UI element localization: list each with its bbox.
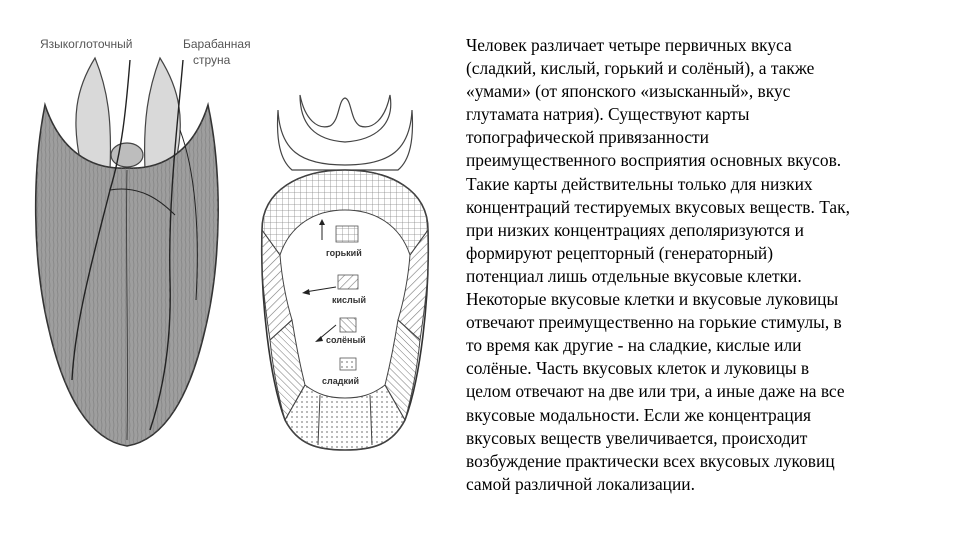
text-line: солёные. Часть вкусовых клеток и луковицы в: [466, 358, 810, 379]
text-line: возбуждение практически всех вкусовых луковиц: [466, 450, 835, 471]
tongue-figure: [0, 0, 450, 540]
text-line: топографической привязанности: [466, 127, 709, 148]
text-line: преимущественного восприятия основных вкусов.: [466, 150, 842, 171]
left-tongue-drawing: [36, 58, 218, 446]
text-line: (сладкий, кислый, горький и солёный), а также: [466, 58, 815, 79]
zone-label-salty: солёный: [326, 335, 366, 345]
text-line: Некоторые вкусовые клетки и вкусовые луковицы: [466, 289, 839, 310]
text-line: то время как другие - на сладкие, кислые или: [466, 335, 802, 356]
zone-label-sour: кислый: [332, 295, 366, 305]
text-line: при низких концентрациях деполяризуются и: [466, 219, 804, 240]
label-chorda-tympani-1: Барабанная: [183, 37, 251, 51]
text-line: концентраций тестируемых вкусовых веществ. Так,: [466, 196, 850, 217]
text-line: формируют рецепторный (генераторный): [466, 242, 773, 263]
text-line: отвечают преимущественно на горькие стимулы, в: [466, 312, 842, 333]
zone-label-bitter: горький: [326, 248, 362, 258]
text-line: самой различной локализации.: [466, 473, 695, 494]
text-line: целом отвечают на две или три, а иные даже на все: [466, 381, 845, 402]
description-paragraph: [466, 34, 956, 496]
zone-label-sweet: сладкий: [322, 376, 360, 386]
label-glossopharyngeal: Языкоглоточный: [40, 37, 133, 51]
text-line: вкусовых веществ увеличивается, происходит: [466, 427, 808, 448]
text-line: Человек различает четыре первичных вкуса: [466, 35, 792, 55]
right-tongue-drawing: [261, 95, 428, 450]
text-line: потенциал лишь отдельные вкусовые клетки.: [466, 265, 802, 286]
text-line: Такие карты действительны только для низких: [466, 173, 813, 194]
text-line: глутамата натрия). Существуют карты: [466, 104, 750, 125]
label-chorda-tympani-2: струна: [193, 53, 231, 67]
text-line: вкусовые модальности. Если же концентрация: [466, 404, 812, 425]
text-line: «умами» (от японского «изысканный», вкус: [466, 81, 791, 102]
